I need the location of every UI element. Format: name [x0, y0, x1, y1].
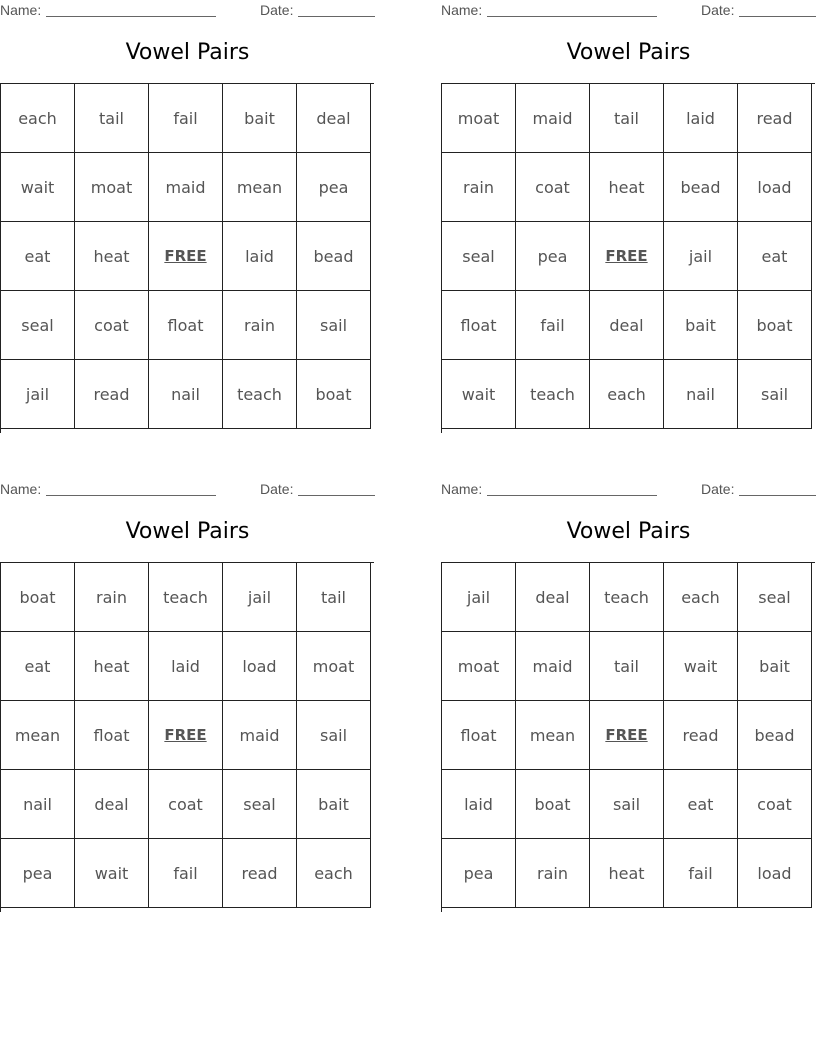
bingo-grid — [0, 83, 374, 433]
bingo-card-4 — [441, 479, 816, 919]
word-cell: teach — [223, 360, 297, 429]
word-cell: nail — [149, 360, 223, 429]
word-cell: pea — [1, 839, 75, 908]
word-cell: boat — [1, 563, 75, 632]
word-cell: deal — [75, 770, 149, 839]
name-label: Name: — [441, 2, 483, 18]
name-label: Name: — [0, 2, 42, 18]
word-cell: jail — [442, 563, 516, 632]
bingo-grid — [441, 562, 815, 912]
word-cell: coat — [738, 770, 812, 839]
word-cell: tail — [590, 84, 664, 153]
word-cell: heat — [75, 222, 149, 291]
word-cell: each — [590, 360, 664, 429]
date-field[interactable] — [739, 495, 816, 496]
name-field[interactable] — [46, 495, 216, 496]
word-cell: wait — [75, 839, 149, 908]
card-title: Vowel Pairs — [566, 40, 691, 65]
card-title: Vowel Pairs — [125, 519, 250, 544]
name-field[interactable] — [487, 495, 657, 496]
date-label: Date: — [260, 481, 294, 497]
name-field[interactable] — [46, 16, 216, 17]
word-cell: sail — [738, 360, 812, 429]
name-label: Name: — [0, 481, 42, 497]
word-cell: tail — [590, 632, 664, 701]
word-cell: nail — [664, 360, 738, 429]
date-field[interactable] — [298, 495, 375, 496]
word-cell: read — [664, 701, 738, 770]
word-cell: boat — [738, 291, 812, 360]
word-cell: maid — [516, 84, 590, 153]
word-cell: laid — [664, 84, 738, 153]
word-cell: eat — [1, 632, 75, 701]
word-cell: rain — [516, 839, 590, 908]
word-cell: bead — [664, 153, 738, 222]
word-cell: coat — [149, 770, 223, 839]
bingo-card-1 — [0, 0, 375, 440]
word-cell: load — [223, 632, 297, 701]
word-cell: laid — [442, 770, 516, 839]
word-cell: deal — [516, 563, 590, 632]
word-cell: heat — [590, 153, 664, 222]
word-cell: coat — [75, 291, 149, 360]
bingo-grid — [0, 562, 374, 912]
word-cell: laid — [223, 222, 297, 291]
word-cell: wait — [1, 153, 75, 222]
word-cell: bait — [297, 770, 371, 839]
name-date-header — [441, 481, 816, 499]
free-space-cell: FREE — [149, 222, 223, 291]
word-cell: read — [738, 84, 812, 153]
word-cell: each — [297, 839, 371, 908]
word-cell: fail — [664, 839, 738, 908]
word-cell: load — [738, 153, 812, 222]
bingo-grid — [441, 83, 815, 433]
bingo-card-2 — [441, 0, 816, 440]
word-cell: fail — [149, 839, 223, 908]
word-cell: teach — [516, 360, 590, 429]
word-cell: jail — [664, 222, 738, 291]
word-cell: mean — [516, 701, 590, 770]
word-cell: bait — [738, 632, 812, 701]
word-cell: float — [442, 701, 516, 770]
word-cell: read — [223, 839, 297, 908]
word-cell: bait — [664, 291, 738, 360]
word-cell: heat — [590, 839, 664, 908]
word-cell: float — [442, 291, 516, 360]
word-cell: seal — [442, 222, 516, 291]
name-field[interactable] — [487, 16, 657, 17]
word-cell: fail — [149, 84, 223, 153]
word-cell: moat — [442, 84, 516, 153]
name-label: Name: — [441, 481, 483, 497]
word-cell: heat — [75, 632, 149, 701]
word-cell: mean — [1, 701, 75, 770]
word-cell: bead — [297, 222, 371, 291]
word-cell: tail — [75, 84, 149, 153]
word-cell: teach — [590, 563, 664, 632]
free-space-cell: FREE — [590, 222, 664, 291]
word-cell: rain — [223, 291, 297, 360]
card-title: Vowel Pairs — [125, 40, 250, 65]
word-cell: sail — [297, 701, 371, 770]
word-cell: boat — [516, 770, 590, 839]
name-date-header — [0, 2, 375, 20]
word-cell: maid — [516, 632, 590, 701]
date-label: Date: — [701, 481, 735, 497]
word-cell: teach — [149, 563, 223, 632]
word-cell: tail — [297, 563, 371, 632]
word-cell: seal — [1, 291, 75, 360]
word-cell: maid — [223, 701, 297, 770]
free-space-cell: FREE — [590, 701, 664, 770]
word-cell: mean — [223, 153, 297, 222]
word-cell: each — [664, 563, 738, 632]
word-cell: moat — [297, 632, 371, 701]
word-cell: deal — [297, 84, 371, 153]
word-cell: sail — [590, 770, 664, 839]
name-date-header — [441, 2, 816, 20]
free-space-cell: FREE — [149, 701, 223, 770]
word-cell: load — [738, 839, 812, 908]
word-cell: moat — [75, 153, 149, 222]
word-cell: each — [1, 84, 75, 153]
name-date-header — [0, 481, 375, 499]
bingo-card-3 — [0, 479, 375, 919]
word-cell: coat — [516, 153, 590, 222]
word-cell: seal — [738, 563, 812, 632]
word-cell: eat — [738, 222, 812, 291]
word-cell: rain — [442, 153, 516, 222]
word-cell: bait — [223, 84, 297, 153]
word-cell: sail — [297, 291, 371, 360]
word-cell: jail — [1, 360, 75, 429]
word-cell: float — [149, 291, 223, 360]
word-cell: jail — [223, 563, 297, 632]
word-cell: wait — [442, 360, 516, 429]
word-cell: pea — [297, 153, 371, 222]
word-cell: eat — [664, 770, 738, 839]
word-cell: maid — [149, 153, 223, 222]
word-cell: fail — [516, 291, 590, 360]
date-label: Date: — [260, 2, 294, 18]
word-cell: read — [75, 360, 149, 429]
date-field[interactable] — [298, 16, 375, 17]
word-cell: wait — [664, 632, 738, 701]
date-label: Date: — [701, 2, 735, 18]
word-cell: deal — [590, 291, 664, 360]
date-field[interactable] — [739, 16, 816, 17]
word-cell: pea — [442, 839, 516, 908]
word-cell: moat — [442, 632, 516, 701]
word-cell: bead — [738, 701, 812, 770]
word-cell: laid — [149, 632, 223, 701]
word-cell: seal — [223, 770, 297, 839]
card-title: Vowel Pairs — [566, 519, 691, 544]
word-cell: eat — [1, 222, 75, 291]
word-cell: pea — [516, 222, 590, 291]
word-cell: boat — [297, 360, 371, 429]
word-cell: nail — [1, 770, 75, 839]
word-cell: float — [75, 701, 149, 770]
word-cell: rain — [75, 563, 149, 632]
